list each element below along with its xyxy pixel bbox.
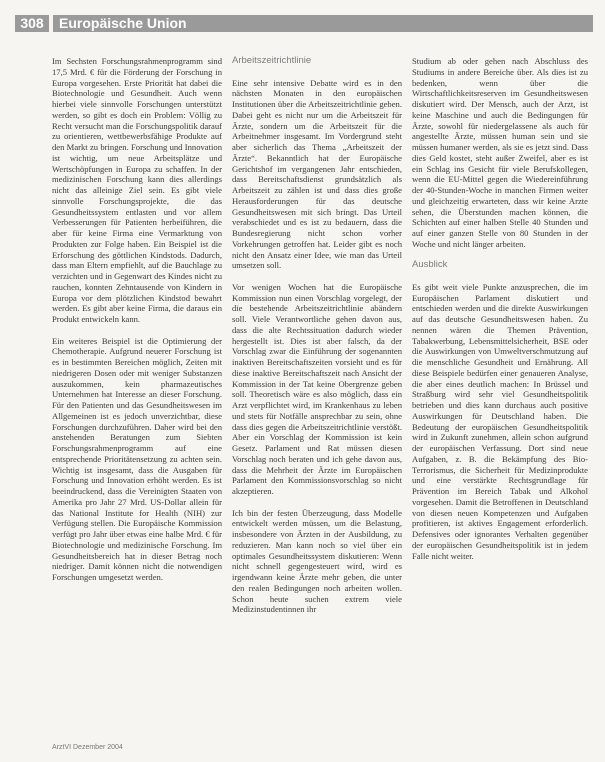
paragraph: Ich bin der festen Überzeugung, dass Modelle entwickelt werden müssen, um die Belastung, insbesondere von Ärzten in der Ausbildung, zu reduzieren. Man kann noch so viel über ein optimales Gesundheitssystem diskutieren: Wenn nicht schnell gegengesteuert wird, wird es irgendwann keine Ärzte mehr geben, die unter den realen Bedingungen noch arbeiten wollen. Schon heute suchen extrem viele Medizinstudentinnen ihr [232, 507, 402, 615]
paragraph: Vor wenigen Wochen hat die Europäische Kommission nun einen Vorschlag vorgelegt, der die bestehende Arbeitszeitrichtlinie abändern soll. Viele Verantwortliche gehen davon aus, dass die alte Rechtssituation dadurch wieder hergestellt ist. Dies ist aber falsch, da der Vorschlag zwar die Einführung der sogenannten inaktiven Bereitschaftszeiten vorsieht und es für diese inaktive Bereitschaftszeit nach Ansicht der Kommission in der Tat keine Obergrenze geben soll. Theoretisch wäre es also möglich, dass ein Arzt verpflichtet wird, im Krankenhaus zu leben und stets für Notfälle ansprechbar zu sein, ohne dass dies gegen die Arbeitszeitrichtlinie verstößt. Aber ein Vorschlag der Kommission ist kein Gesetz. Parlament und Rat müssen diesen Vorschlag noch beraten und ich gehe davon aus, dass die Mehrheit der Ärzte im Europäischen Parlament den Kommissionsvorschlag so nicht akzeptieren. [232, 281, 402, 496]
text-column-3 [412, 56, 588, 572]
page-number: 308 [15, 15, 49, 32]
text-column-2 [232, 56, 402, 626]
paragraph: Im Sechsten Forschungsrahmenprogramm sind 17,5 Mrd. € für die Förderung der Forschung in Europa vorgesehen. Erste Priorität hat dabei die Biotechnologie und Gesundheit. Auch wenn hierbei viele sinnvolle Forschungen unterstützt werden, so gibt es doch ein Problem: Völlig zu Recht versucht man die Forschungspolitik darauf zu orientieren, wettbewerbsfähige Produkte auf den Markt zu bringen. Forschung und Innovation ist wichtig, um neue Arbeitsplätze und Wertschöpfungen in Europa zu schaffen. In der medizinischen Forschung kann dies allerdings nicht das alleinige Ziel sein. Es gibt viele sinnvolle Forschungsprojekte, die das Gesundheitssystem entlasten und vor allem Verbesserungen für Patienten herbeiführen, die aber für keine Firma eine Vermarktung von Produkten zur Folge haben. Ein Beispiel ist die Erforschung des göttlichen Kindstods. Dadurch, dass man Eltern empfiehlt, auf die Bauchlage zu verzichten und in Gegenwart des Kindes nicht zu rauchen, konnten Zehntausende von Kindern in Europa vor dem plötzlichen Kindstod bewahrt werden. Es gibt aber keine Firma, die daraus ein Produkt entwickeln kann. [52, 56, 222, 324]
text-column-1 [52, 56, 222, 594]
paragraph: Eine sehr intensive Debatte wird es in den nächsten Monaten in den europäischen Institutionen über die Arbeitszeitrichtlinie geben. Dabei geht es nicht nur um die Arbeitszeit für Ärzte, sondern um die Arbeitszeit für die Arbeitnehmer insgesamt. Im Vordergrund steht aber sicherlich das Thema „Arbeitszeit der Ärzte“. Bekanntlich hat der Europäische Gerichtshof im vergangenen Jahr entschieden, dass Bereitschaftsdienst grundsätzlich als Arbeitszeit zu zählen ist und dass dies große Herausforderungen für das deutsche Gesundheitswesen mit sich bringt. Das Urteil verabschiedet und es ist zu bedauern, dass die Bundesregierung nicht schon vorher Vorkehrungen getroffen hat. Leider gibt es noch nicht den Ansatz einer Idee, wie man das Urteil umsetzen soll. [232, 77, 402, 271]
paragraph: Ein weiteres Beispiel ist die Optimierung der Chemotherapie. Aufgrund neuerer Forschung ist es in bestimmten Bereichen möglich, Zeiten mit niedrigeren Dosen oder mit weniger Substanzen auszukommen, kein pharmazeutisches Unternehmen hat Interesse an dieser Forschung. Für den Patienten und das Gesundheitswesen im Allgemeinen ist es jedoch unverzichtbar, diese Forschungen durchzuführen. Daher wird bei den anstehenden Beratungen zum Siebten Forschungsrahmenprogramm auf eine entsprechende Prioritätensetzung zu achten sein. Wichtig ist insgesamt, dass die Ausgaben für Forschung und Innovation erhöht werden. Es ist beeindruckend, dass die Vereinigten Staaten von Amerika pro Jahr 27 Mrd. US-Dollar allein für das National Institute for Health (NIH) zur Verfügung stellen. Die Europäische Kommission verfügt pro Jahr über etwas eine halbe Mrd. € für Biotechnologie und medizinische Forschung. Im Gesundheitsbereich hat in dieser Betrag noch niedriger. Damit können nicht die notwendigen Forschungen umgesetzt werden. [52, 335, 222, 582]
page-footer: ArztVI Dezember 2004 [52, 744, 123, 751]
paragraph: Studium ab oder gehen nach Abschluss des Studiums in andere Bereiche über. Als dies ist zu bedenken, wenn über die Wirtschaftlichkeitsreserven im Gesundheitswesen diskutiert wird. Der Mensch, auch der Arzt, ist keine Maschine und auch die Bedingungen für Ärzte, sowohl für niedergelassene als auch für angestellte Ärzte, müssen human sein und sie müssen humaner werden, als sie es jetzt sind. Dass dies Geld kostet, steht außer Zweifel, aber es ist ein Schlag ins Gesicht für viele Berufskollegen, wenn die EU-Mittel gegen die Wiedereinführung der 40-Stunden-Woche in manchen Firmen weiter und gleichzeitig erwarteten, dass wir keine Arzte sehen, die Überstunden machen können, die Schichten auf einer halben Stelle 40 Stunden und auf einer ganzen Stelle von 80 Stunden in der Woche und nicht länger arbeiten. [412, 56, 588, 249]
page-header [15, 14, 595, 34]
section-title: Europäische Union [53, 15, 593, 32]
paragraph: Es gibt weit viele Punkte anzusprechen, die im Europäischen Parlament diskutiert und entschieden werden und die direkte Auswirkungen auf das deutsche Gesundheitswesen haben. Zu nennen wären die Themen Prävention, Tabakwerbung, Lebensmittelsicherheit, BSE oder die Auswirkungen von Umweltverschmutzung auf die menschliche Gesundheit und Ernährung. All diese Beispiele bedürfen einer genaueren Analyse, die aber eines deutlich machen: In Brüssel und Straßburg wird sehr viel Gesundheitspolitik betrieben und dies kann durchaus auch positive Auswirkungen für Deutschland haben. Die Bedeutung der europäischen Gesundheitspolitik wird in Zukunft zunehmen, allein schon aufgrund der europäischen Verfassung. Dort sind neue Aufgaben, z. B. die Bekämpfung des Bio-Terrorismus, die Sicherheit für Medizinprodukte und eine verstärkte Rechtsgrundlage für Prävention im Bereich Tabak und Alkohol vorgesehen. Damit die Betroffenen in Deutschland von diesen neuen Kompetenzen und Aufgaben profitieren, ist aktives Engagement erforderlich. Defensives oder ignorantes Verhalten gegenüber der europäischen Gesundheitspolitik ist in jedem Falle nicht weiter. [412, 281, 588, 561]
subheading-arbeitszeitrichtlinie: Arbeitszeitrichtlinie [232, 55, 312, 66]
subheading-ausblick: Ausblick [412, 259, 448, 271]
